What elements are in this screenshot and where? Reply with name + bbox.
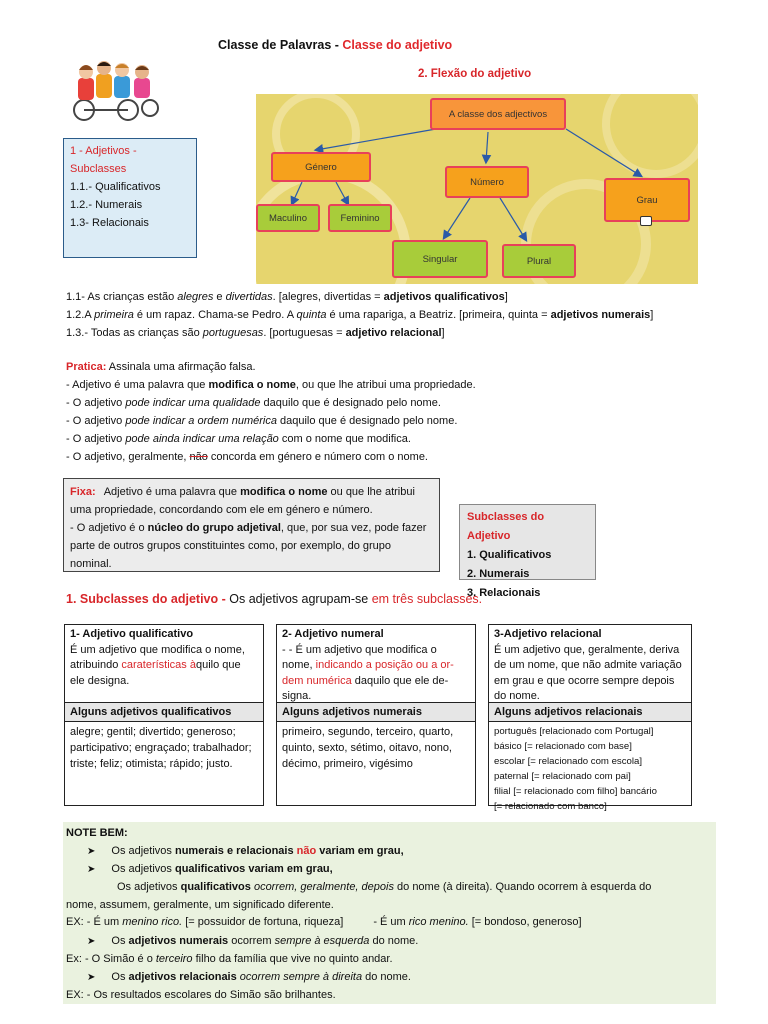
diagram-node-singular: Singular <box>392 240 488 278</box>
small-image-icon <box>640 216 652 226</box>
summary-item: 2. Numerais <box>467 568 530 580</box>
fixa-paragraph: - O adjetivo é o núcleo do grupo adjetival, que, por sua vez, pode fazer parte de outros grupos constituintes como, por exemplo, do grupo nominal. <box>70 522 427 570</box>
section-heading: 1. Subclasses do adjetivo - Os adjetivos agrupam-se em três subclasses. <box>66 592 483 606</box>
column-relacional <box>488 624 692 812</box>
children-illustration <box>70 58 162 122</box>
pratica-item: - O adjetivo, geralmente, não concorda em género e número com o nome. <box>66 451 428 463</box>
note-example: EX: - É um menino rico. [= possuidor de fortuna, riqueza] - É um rico menino. [= bondoso, generoso] <box>66 916 582 928</box>
column-description: 2- Adjetivo numeral - - É um adjetivo que modifica o nome, indicando a posição ou a or-dem numérica daquilo que ele de-signa. <box>277 625 475 703</box>
subclass-item: 1.3- Relacionais <box>70 217 149 229</box>
summary-heading: Subclasses do Adjetivo <box>467 511 545 542</box>
column-examples: alegre; gentil; divertido; generoso; participativo; engraçado; trabalhador; triste; feliz; otimista; rápido; justo. <box>70 726 252 770</box>
note-paragraph: nome, assumem, geralmente, um significado diferente. <box>66 899 334 911</box>
subclasses-box <box>63 138 197 258</box>
example-line: 1.2.A primeira é um rapaz. Chama-se Pedro. A quinta é uma rapariga, a Beatriz. [primeira, quinta = adjetivos numerais] <box>66 309 654 321</box>
crossed-word: não <box>189 451 208 463</box>
arrow-bullet-icon: ➤ <box>87 936 96 947</box>
arrow-bullet-icon: ➤ <box>87 846 96 857</box>
note-bullet: ➤ Os adjetivos relacionais ocorrem sempre à direita do nome. <box>87 971 411 983</box>
note-heading: NOTE BEM: <box>66 827 128 839</box>
column-examples-title: Alguns adjetivos numerais <box>277 703 475 722</box>
diagram-root-node: A classe dos adjectivos <box>430 98 566 130</box>
column-qualificativo <box>64 624 264 806</box>
note-box <box>63 822 716 1004</box>
diagram-node-grau: Grau <box>604 178 690 222</box>
subclasses-heading: 1 - Adjetivos - Subclasses <box>70 145 137 175</box>
pratica-item: - O adjetivo pode indicar a ordem numérica daquilo que é designado pelo nome. <box>66 415 458 427</box>
diagram-node-feminino: Feminino <box>328 204 392 232</box>
pratica-item: - O adjetivo pode ainda indicar uma relação com o nome que modifica. <box>66 433 411 445</box>
column-examples-title: Alguns adjetivos qualificativos <box>65 703 263 722</box>
example-line: 1.3.- Todas as crianças são portuguesas. [portuguesas = adjetivo relacional] <box>66 327 445 339</box>
fixa-box <box>63 478 440 572</box>
subclass-item: 1.1.- Qualificativos <box>70 181 161 193</box>
subclass-item: 1.2.- Numerais <box>70 199 143 211</box>
pratica-item: - Adjetivo é uma palavra que modifica o nome, ou que lhe atribui uma propriedade. <box>66 379 476 391</box>
fixa-paragraph: Fixa: Adjetivo é uma palavra que modifica o nome ou que lhe atribui uma propriedade, concordando com ele em género e número. <box>70 486 415 516</box>
note-example: Ex: - O Simão é o terceiro filho da família que vive no quinto andar. <box>66 953 393 965</box>
column-examples: português [relacionado com Portugal] básico [= relacionado com base] escolar [= relacionado com escola] paternal [= relacionado com pai] filial [= relacionado com filho] bancário [= relacionado com banco] <box>494 726 657 812</box>
summary-item: 3. Relacionais <box>467 587 541 599</box>
diagram-node-plural: Plural <box>502 244 576 278</box>
note-example: EX: - Os resultados escolares do Simão são brilhantes. <box>66 989 336 1001</box>
page-title: Classe de Palavras - Classe do adjetivo <box>218 38 453 52</box>
diagram-title: 2. Flexão do adjetivo <box>418 68 532 80</box>
note-bullet: ➤ Os adjetivos numerais e relacionais não variam em grau, <box>87 845 404 857</box>
column-examples-title: Alguns adjetivos relacionais <box>489 703 691 722</box>
arrow-bullet-icon: ➤ <box>87 972 96 983</box>
note-bullet: ➤ Os adjetivos numerais ocorrem sempre à esquerda do nome. <box>87 935 419 947</box>
column-description: 3-Adjetivo relacional É um adjetivo que, geralmente, deriva de um nome, que não admite variação em grau e que ocorre sempre depois do nome. <box>489 625 691 703</box>
note-paragraph: Os adjetivos qualificativos ocorrem, geralmente, depois do nome (à direita). Quando ocorrem à esquerda do <box>117 881 652 893</box>
diagram-node-numero: Número <box>445 166 529 198</box>
pratica-item: - O adjetivo pode indicar uma qualidade daquilo que é designado pelo nome. <box>66 397 441 409</box>
summary-item: 1. Qualificativos <box>467 549 552 561</box>
column-examples: primeiro, segundo, terceiro, quarto, quinto, sexto, sétimo, oitavo, nono, décimo, primeiro, vigésimo <box>282 726 454 770</box>
subclasses-summary-box <box>459 504 596 599</box>
note-bullet: ➤ Os adjetivos qualificativos variam em grau, <box>87 863 333 875</box>
column-numeral <box>276 624 476 806</box>
diagram-node-genero: Género <box>271 152 371 182</box>
pratica-prompt: Pratica: Assinala uma afirmação falsa. <box>66 361 256 373</box>
flexion-diagram <box>256 94 698 284</box>
arrow-bullet-icon: ➤ <box>87 864 96 875</box>
diagram-node-masculino: Maculino <box>256 204 320 232</box>
column-description: 1- Adjetivo qualificativo É um adjetivo que modifica o nome, atribuindo caraterísticas àquilo que ele designa. <box>65 625 263 703</box>
example-line: 1.1- As crianças estão alegres e divertidas. [alegres, divertidas = adjetivos qualificativos] <box>66 291 508 303</box>
